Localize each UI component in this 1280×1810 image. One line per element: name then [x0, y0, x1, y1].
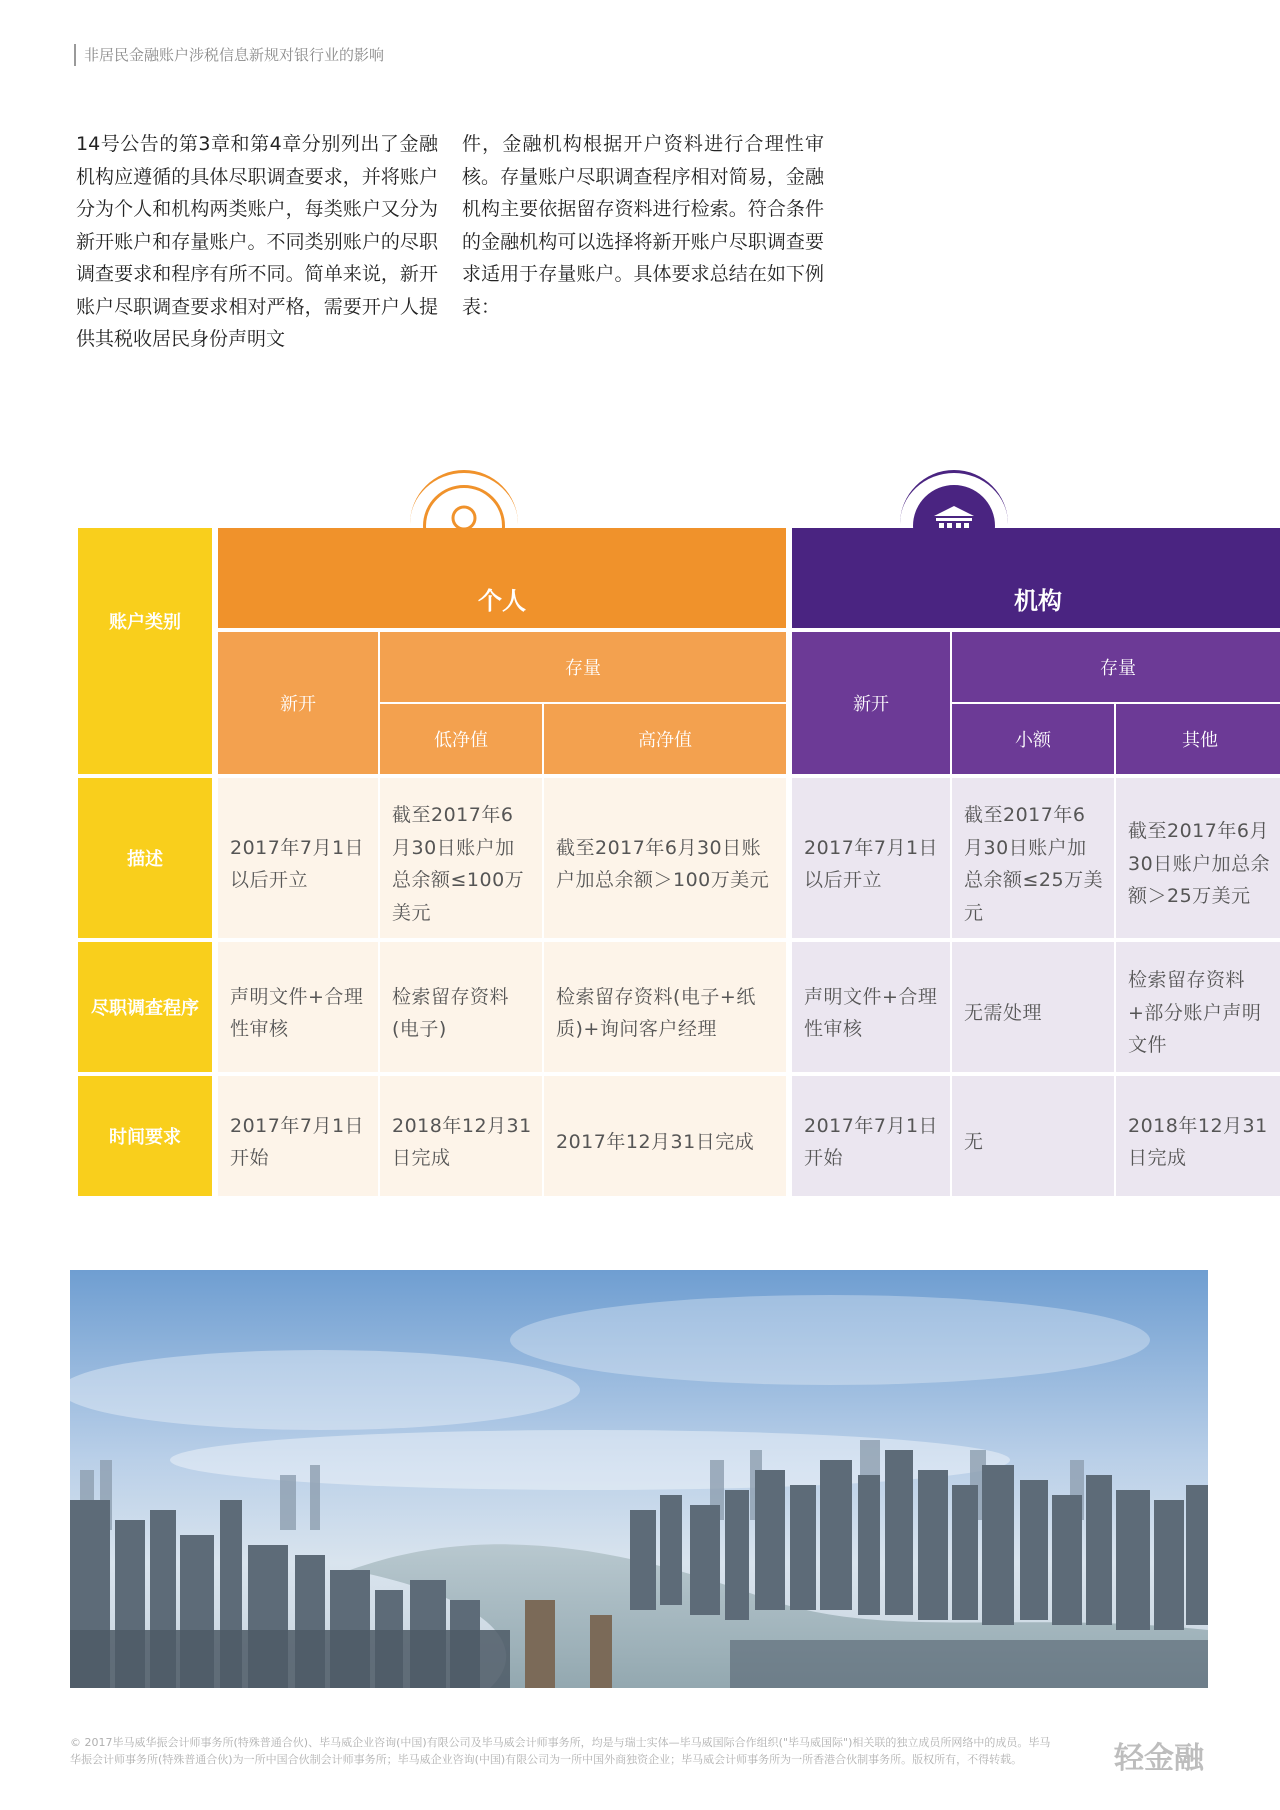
row-label-description: 描述 [78, 778, 212, 938]
individual-header: 个人 [218, 528, 786, 628]
institution-existing-header: 存量 [952, 632, 1280, 702]
individual-new-procedure: 声明文件+合理性审核 [218, 942, 378, 1072]
individual-high-description: 截至2017年6月30日账户加总余额＞100万美元 [544, 778, 786, 938]
institution-new-header: 新开 [792, 632, 950, 774]
header-title: 非居民金融账户涉税信息新规对银行业的影响 [74, 44, 384, 66]
institution-small-header: 小额 [952, 704, 1114, 774]
row-label-procedure: 尽职调查程序 [78, 942, 212, 1072]
individual-existing-header: 存量 [380, 632, 786, 702]
account-requirements-table [78, 470, 1271, 1200]
city-skyline-photo [70, 1270, 1208, 1688]
row-label-time: 时间要求 [78, 1076, 212, 1196]
row-label-category: 账户类别 [78, 528, 212, 774]
footer-line-2: 华振会计师事务所(特殊普通合伙)为一所中国合伙制会计师事务所；毕马威企业咨询(中国)有限公司为一所中国外商独资企业；毕马威会计师事务所为一所香港合伙制事务所。版权所有，不得转载。 [70, 1753, 1023, 1766]
individual-low-description: 截至2017年6月30日账户加总余额≤100万美元 [380, 778, 542, 938]
institution-new-description: 2017年7月1日以后开立 [792, 778, 950, 938]
individual-new-description: 2017年7月1日以后开立 [218, 778, 378, 938]
institution-small-procedure: 无需处理 [952, 942, 1114, 1072]
institution-new-time: 2017年7月1日开始 [792, 1076, 950, 1196]
individual-new-time: 2017年7月1日开始 [218, 1076, 378, 1196]
individual-high-time: 2017年12月31日完成 [544, 1076, 786, 1196]
intro-paragraph-left: 14号公告的第3章和第4章分别列出了金融机构应遵循的具体尽职调查要求，并将账户分为个人和机构两类账户，每类账户又分为新开账户和存量账户。不同类别账户的尽职调查要求和程序有所不同。简单来说，新开账户尽职调查要求相对严格，需要开户人提供其税收居民身份声明文 [76, 133, 438, 350]
institution-other-time: 2018年12月31日完成 [1116, 1076, 1280, 1196]
institution-header: 机构 [792, 528, 1280, 628]
individual-low-procedure: 检索留存资料(电子) [380, 942, 542, 1072]
footer-line-1: © 2017毕马威华振会计师事务所(特殊普通合伙)、毕马威企业咨询(中国)有限公司及毕马威会计师事务所，均是与瑞士实体—毕马威国际合作组织("毕马威国际")相关联的独立成员所网络中的成员。毕马 [70, 1736, 1051, 1749]
individual-high-procedure: 检索留存资料(电子+纸质)+询问客户经理 [544, 942, 786, 1072]
individual-high-net-worth-header: 高净值 [544, 704, 786, 774]
institution-small-description: 截至2017年6月30日账户加总余额≤25万美元 [952, 778, 1114, 938]
watermark-logo: 轻金融 [1114, 1741, 1204, 1776]
intro-paragraph-right: 件，金融机构根据开户资料进行合理性审核。存量账户尽职调查程序相对简易，金融机构主要依据留存资料进行检索。符合条件的金融机构可以选择将新开账户尽职调查要求适用于存量账户。具体要求总结在如下例表： [462, 133, 824, 318]
institution-other-header: 其他 [1116, 704, 1280, 774]
individual-low-time: 2018年12月31日完成 [380, 1076, 542, 1196]
copyright-footer [70, 1734, 1140, 1768]
individual-new-header: 新开 [218, 632, 378, 774]
institution-small-time: 无 [952, 1076, 1114, 1196]
institution-other-description: 截至2017年6月30日账户加总余额＞25万美元 [1116, 778, 1280, 938]
individual-low-net-worth-header: 低净值 [380, 704, 542, 774]
institution-other-procedure: 检索留存资料+部分账户声明文件 [1116, 942, 1280, 1072]
institution-new-procedure: 声明文件+合理性审核 [792, 942, 950, 1072]
